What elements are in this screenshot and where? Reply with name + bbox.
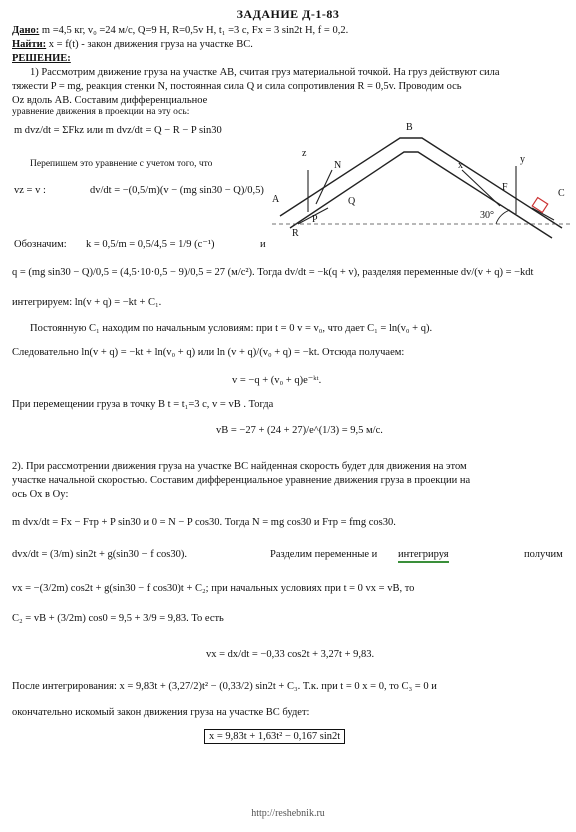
figure-ramp bbox=[280, 138, 562, 238]
para1-line2: тяжести P = mg, реакция стенки N, постоянная сила Q и сила сопротивления R = 0,5v. Проводим ось bbox=[12, 81, 462, 92]
eq10-line: vx = −(3/2m) cos2t + g(sin30 − f cos30)t + C₂; при начальных условиях при t = 0 vx = vB, то bbox=[12, 583, 415, 594]
figure-label-x: x bbox=[458, 160, 463, 171]
para4-line2: участке начальной скоростью. Составим дифференциальное уравнение движения груза в проекции на bbox=[12, 475, 471, 486]
figure-label-z: z bbox=[302, 148, 307, 159]
para2-line2: Следовательно ln(v + q) = −kt + ln(v₀ + q) или ln (v + q)/(v₀ + q) = −kt. Отсюда получаем: bbox=[12, 347, 405, 358]
find-line bbox=[12, 38, 566, 51]
eq12-vx: vx = dx/dt = −0,33 cos2t + 3,27t + 9,83. bbox=[206, 649, 375, 660]
para2-line1: Постоянную C₁ находим по начальным условиям: при t = 0 v = v₀, что дает C₁ = ln(v₀ + q). bbox=[30, 323, 433, 334]
figure-label-a: A bbox=[272, 194, 280, 205]
para1-line3: Oz вдоль АВ. Составим дифференциальное bbox=[12, 95, 208, 106]
answer-box bbox=[204, 730, 345, 743]
answer-text: x = 9,83t + 1,63t² − 0,167 sin2t bbox=[204, 729, 345, 744]
eq11-line: C₂ = vB + (3/2m) cos0 = 9,5 + 3/9 = 9,83. То есть bbox=[12, 613, 224, 624]
figure-label-p: P bbox=[312, 214, 318, 225]
eq2-body: dv/dt = −(0,5/m)(v − (mg sin30 − Q)/0,5) bbox=[90, 185, 264, 196]
eq9-left: dvx/dt = (3/m) sin2t + g(sin30 − f cos30). bbox=[12, 549, 187, 560]
para1-note: Перепишем это уравнение с учетом того, что bbox=[30, 159, 213, 169]
eq3-body: k = 0,5/m = 0,5/4,5 = 1/9 (c⁻¹) bbox=[86, 239, 215, 250]
given-text: m =4,5 кг, v₀ =24 м/с, Q=9 Н, R=0,5v Н, t₁ =3 с, Fx = 3 sin2t Н, f = 0,2. bbox=[41, 25, 349, 36]
find-label: Найти: bbox=[12, 39, 47, 50]
figure-label-q: Q bbox=[348, 196, 356, 207]
figure-label-angle: 30° bbox=[480, 210, 494, 221]
figure-label-n: N bbox=[334, 160, 342, 171]
eq13-line: После интегрирования: x = 9,83t + (3,27/2)t² − (0,33/2) sin2t + C₃. Т.к. при t = 0 x = 0, то C₃ = 0 и bbox=[12, 681, 437, 692]
figure-incline bbox=[272, 120, 572, 250]
equation-motion-ab: m dvz/dt = ΣFkz или m dvz/dt = Q − R − P sin30 bbox=[14, 125, 222, 136]
solution-label: РЕШЕНИЕ: bbox=[12, 53, 71, 64]
eq14-line: окончательно искомый закон движения груза на участке ВС будет: bbox=[12, 707, 310, 718]
eq6-velocity: v = −q + (v₀ + q)e⁻ᵏᵗ. bbox=[232, 375, 322, 386]
eq7-vb: vB = −27 + (24 + 27)/e^(1/3) = 9,5 м/с. bbox=[216, 425, 383, 436]
given-line bbox=[12, 24, 566, 37]
para1-line1: 1) Рассмотрим движение груза на участке АВ, считая груз материальной точкой. На груз действуют сила bbox=[30, 67, 500, 78]
find-text: x = f(t) - закон движения груза на участке ВС. bbox=[48, 39, 253, 50]
para3-line: При перемещении груза в точку В t = t₁=3 с, v = vB . Тогда bbox=[12, 399, 274, 410]
eq8-line: m dvx/dt = Fx − Fтр + P sin30 и 0 = N − P cos30. Тогда N = mg cos30 и Fтр = fmg cos30. bbox=[12, 517, 396, 528]
figure-label-y: y bbox=[520, 154, 525, 165]
eq9-right: получим bbox=[524, 549, 563, 560]
eq9-mid: Разделим переменные и bbox=[270, 549, 378, 560]
eq2-left: vz = v : bbox=[14, 185, 46, 196]
page-title: ЗАДАНИЕ Д-1-83 bbox=[236, 7, 340, 21]
figure-label-r: R bbox=[292, 228, 299, 239]
figure-label-f: F bbox=[502, 182, 508, 193]
eq3-and: и bbox=[260, 239, 266, 250]
figure-label-c: C bbox=[558, 188, 565, 199]
eq5-line: интегрируем: ln(v + q) = −kt + C₁. bbox=[12, 297, 162, 308]
footer-url: http://reshebnik.ru bbox=[251, 808, 325, 819]
figure-label-b: B bbox=[406, 122, 413, 133]
para4-line1: 2). При рассмотрении движения груза на участке ВС найденная скорость будет для движения на этом bbox=[12, 461, 467, 472]
para1-line4: уравнение движения в проекции на эту ось: bbox=[12, 107, 190, 117]
para4-line3: ось Ox в Oy: bbox=[12, 489, 69, 500]
figure-angle-arc bbox=[496, 210, 510, 224]
eq9-green: интегрируя bbox=[398, 548, 449, 563]
given-label: Дано: bbox=[12, 25, 40, 36]
eq3-label: Обозначим: bbox=[14, 239, 67, 250]
eq4-line: q = (mg sin30 − Q)/0,5 = (4,5·10·0,5 − 9)/0,5 = 27 (м/с²). Тогда dv/dt = −k(q + v), разделяя переменные dv/(v + q) = −kdt bbox=[12, 267, 534, 278]
